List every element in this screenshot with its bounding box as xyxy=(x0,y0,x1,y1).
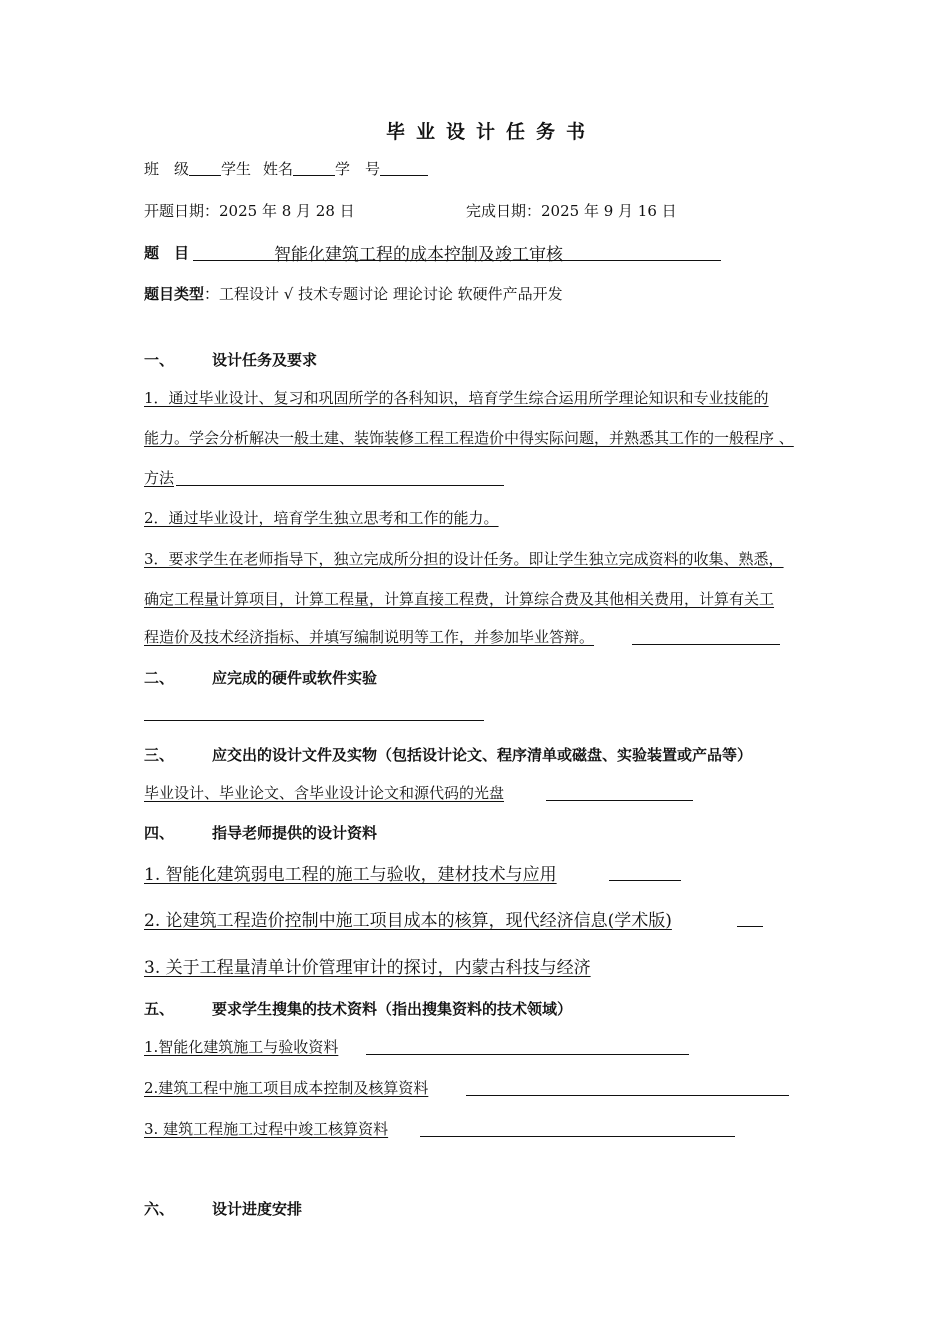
section-1-number: 一、 xyxy=(144,351,175,369)
name-label: 姓名 xyxy=(263,160,294,178)
s5-item-3: 3. 建筑工程施工过程中竣工核算资料 xyxy=(144,1120,389,1138)
topic-label: 题 目 xyxy=(144,244,190,262)
student-label: 学生 xyxy=(221,160,252,178)
section-1-title: 设计任务及要求 xyxy=(212,351,318,369)
s1-line-4: 2．通过毕业设计，培育学生独立思考和工作的能力。 xyxy=(144,509,499,527)
start-date-label: 开题日期： xyxy=(144,202,220,220)
start-date-value: 2025 年 8 月 28 日 xyxy=(219,202,355,220)
s1-line-5: 3．要求学生在老师指导下，独立完成所分担的设计任务。即让学生独立完成资料的收集、熟悉， xyxy=(144,550,784,568)
section-5-number: 五、 xyxy=(144,1000,175,1018)
s5-item-1: 1.智能化建筑施工与验收资料 xyxy=(144,1038,339,1056)
s5-item-3-fill xyxy=(420,1136,735,1137)
s1-line-6: 确定工程量计算项目，计算工程量，计算直接工程费，计算综合费及其他相关费用，计算有关工 xyxy=(144,590,775,608)
s1-line-1: 1．通过毕业设计、复习和巩固所学的各科知识，培育学生综合运用所学理论知识和专业技能的 xyxy=(144,389,769,407)
class-label: 班 级 xyxy=(144,160,190,178)
s3-content: 毕业设计、毕业论文、含毕业设计论文和源代码的光盘 xyxy=(144,784,505,802)
s4-item-1-fill xyxy=(609,880,681,881)
s1-line-3: 方法 xyxy=(144,469,175,487)
s4-item-1: 1. 智能化建筑弱电工程的施工与验收，建材技术与应用 xyxy=(144,865,557,885)
start-date xyxy=(144,200,355,221)
section-6-number: 六、 xyxy=(144,1200,175,1218)
s5-item-1-fill xyxy=(366,1054,689,1055)
class-blank xyxy=(189,161,221,176)
section-5-title: 要求学生搜集的技术资料（指出搜集资料的技术领域） xyxy=(212,1000,573,1018)
s1-line-3-fill xyxy=(176,485,504,486)
s5-item-2-fill xyxy=(466,1095,789,1096)
section-3-title: 应交出的设计文件及实物（包括设计论文、程序清单或磁盘、实验装置或产品等） xyxy=(212,746,753,764)
s1-line-7-fill xyxy=(632,644,780,645)
s3-content-fill xyxy=(546,800,693,801)
end-date-value: 2025 年 9 月 16 日 xyxy=(541,202,677,220)
section-6-title: 设计进度安排 xyxy=(212,1200,303,1218)
name-blank xyxy=(293,161,335,176)
topic-type-options: 工程设计 √ 技术专题讨论 理论讨论 软硬件产品开发 xyxy=(219,285,563,303)
id-label: 学 号 xyxy=(335,160,381,178)
section-4-title: 指导老师提供的设计资料 xyxy=(212,824,378,842)
s1-line-7: 程造价及技术经济指标、并填写编制说明等工作，并参加毕业答辩。 xyxy=(144,628,595,646)
topic-type-colon: ： xyxy=(204,285,220,303)
topic-value: 智能化建筑工程的成本控制及竣工审核 xyxy=(274,245,563,265)
s5-item-2: 2.建筑工程中施工项目成本控制及核算资料 xyxy=(144,1079,429,1097)
document-title: 毕业设计任务书 xyxy=(386,121,597,143)
section-2-title: 应完成的硬件或软件实验 xyxy=(212,669,378,687)
section-2-number: 二、 xyxy=(144,669,175,687)
end-date-label: 完成日期： xyxy=(466,202,542,220)
id-blank xyxy=(380,161,428,176)
topic-type-label: 题目类型 xyxy=(144,285,205,303)
s2-blank-line xyxy=(144,720,484,721)
student-info-row xyxy=(144,158,428,179)
s4-item-2: 2. 论建筑工程造价控制中施工项目成本的核算，现代经济信息(学术版) xyxy=(144,911,672,931)
s4-item-2-fill xyxy=(737,926,763,927)
section-3-number: 三、 xyxy=(144,746,175,764)
section-4-number: 四、 xyxy=(144,824,175,842)
topic-type-row xyxy=(144,283,563,304)
end-date xyxy=(466,200,677,221)
s1-line-2: 能力。学会分析解决一般土建、装饰装修工程工程造价中得实际问题，并熟悉其工作的一般程序 、 xyxy=(144,429,794,447)
s4-item-3: 3. 关于工程量清单计价管理审计的探讨，内蒙古科技与经济 xyxy=(144,958,591,978)
